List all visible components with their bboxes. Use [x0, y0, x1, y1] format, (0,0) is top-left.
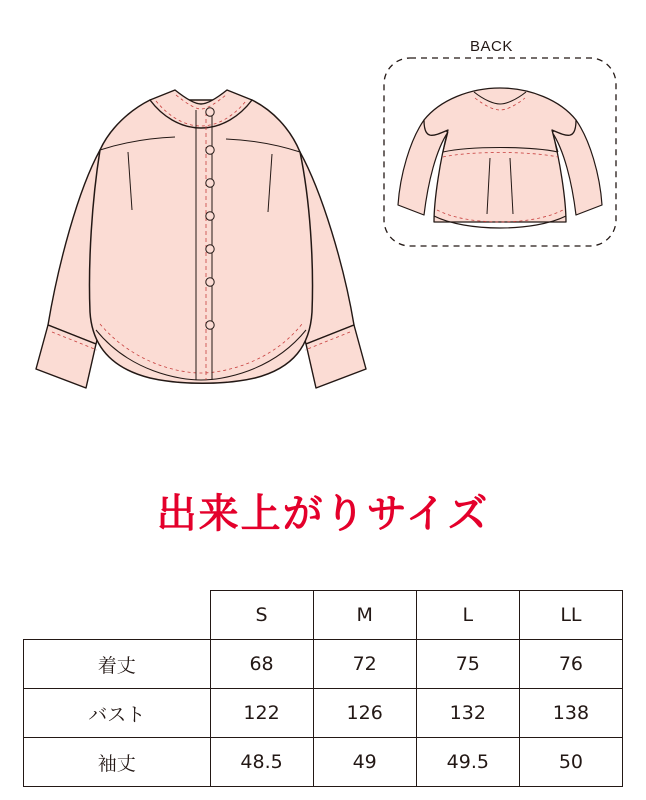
table-corner-cell	[24, 591, 211, 640]
cell-length-s: 68	[210, 640, 313, 689]
cell-sleeve-m: 49	[313, 738, 416, 787]
cell-sleeve-ll: 50	[519, 738, 622, 787]
size-table	[23, 590, 623, 787]
cell-bust-ll: 138	[519, 689, 622, 738]
row-label-bust: バスト	[24, 689, 211, 738]
cell-sleeve-l: 49.5	[416, 738, 519, 787]
row-label-length: 着丈	[24, 640, 211, 689]
table-row	[24, 738, 623, 787]
table-column-header-l: L	[416, 591, 519, 640]
cell-bust-l: 132	[416, 689, 519, 738]
cell-length-m: 72	[313, 640, 416, 689]
back-view-label: BACK	[470, 38, 513, 55]
table-column-header-s: S	[210, 591, 313, 640]
table-row	[24, 689, 623, 738]
cell-bust-s: 122	[210, 689, 313, 738]
back-view-shirt	[384, 58, 616, 246]
cell-sleeve-s: 48.5	[210, 738, 313, 787]
table-header-row	[24, 591, 623, 640]
cell-bust-m: 126	[313, 689, 416, 738]
table-column-header-ll: LL	[519, 591, 622, 640]
table-row	[24, 640, 623, 689]
cell-length-l: 75	[416, 640, 519, 689]
cell-length-ll: 76	[519, 640, 622, 689]
table-column-header-m: M	[313, 591, 416, 640]
front-view-shirt	[36, 90, 366, 388]
page-title: 出来上がりサイズ	[156, 491, 490, 537]
row-label-sleeve: 袖丈	[24, 738, 211, 787]
